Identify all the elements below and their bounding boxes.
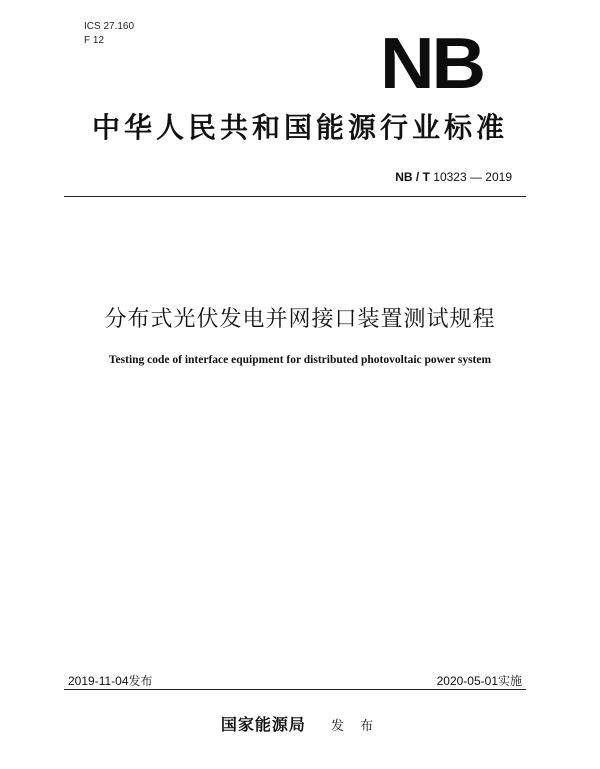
issue-date: 2019-11-04发布 bbox=[68, 674, 153, 688]
document-title-english: Testing code of interface equipment for distributed photovoltaic power system bbox=[108, 354, 492, 366]
document-title-chinese: 分布式光伏发电并网接口装置测试规程 bbox=[104, 307, 496, 332]
publisher-action: 发 布 bbox=[330, 719, 380, 734]
standard-number bbox=[395, 170, 512, 184]
top-divider bbox=[64, 196, 526, 197]
implementation-date: 2020-05-01实施 bbox=[436, 674, 522, 688]
classification-block bbox=[84, 20, 134, 48]
standard-category-title: 中华人民共和国能源行业标准 bbox=[91, 111, 508, 144]
standard-code: 10323 — 2019 bbox=[433, 170, 512, 184]
publisher-line bbox=[0, 712, 600, 735]
nb-logo: NB bbox=[380, 24, 483, 104]
publisher-name: 国家能源局 bbox=[220, 715, 306, 734]
ics-code: ICS 27.160 bbox=[84, 21, 135, 32]
ccs-code: F 12 bbox=[84, 35, 105, 46]
standard-prefix: NB / T bbox=[395, 170, 430, 184]
bottom-divider bbox=[64, 689, 526, 690]
